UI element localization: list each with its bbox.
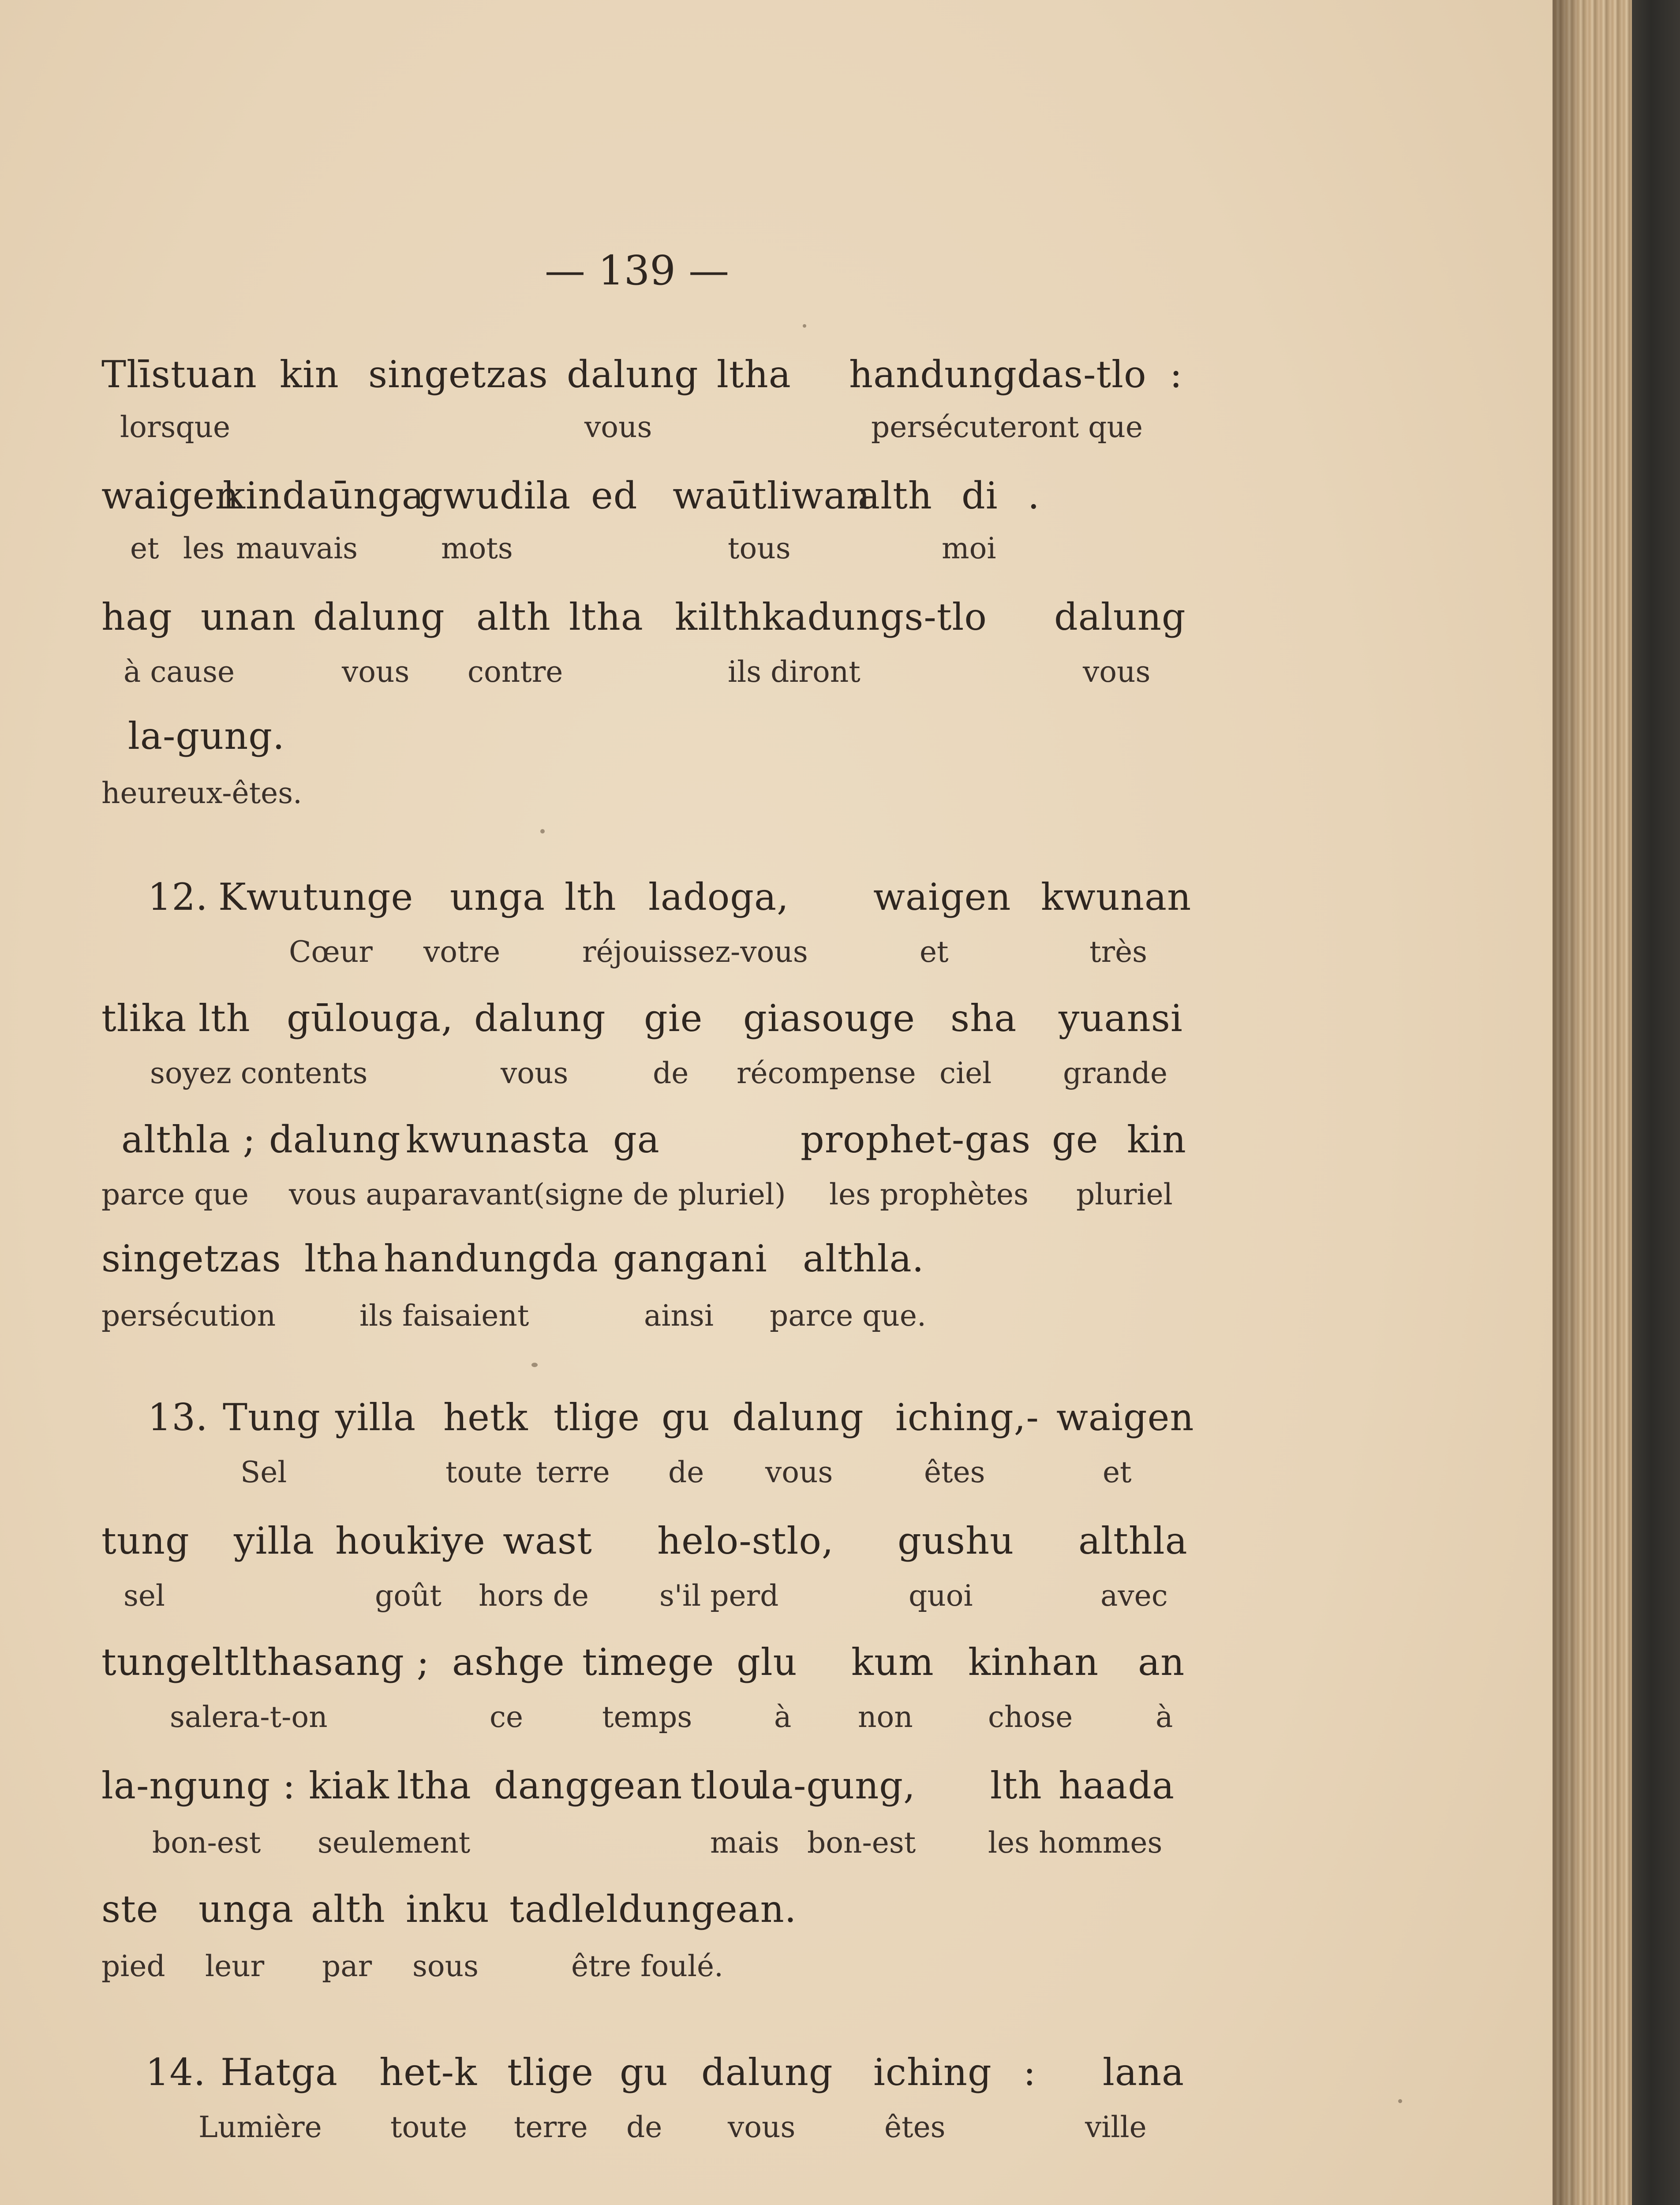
gloss-word: par — [322, 1949, 372, 1983]
haida-word: : — [1023, 2051, 1036, 2094]
gloss-word: ville — [1085, 2110, 1147, 2144]
haida-word: gūlouga, — [287, 997, 453, 1040]
page-number: — 139 — — [545, 247, 730, 294]
haida-word: waigen — [1056, 1396, 1194, 1439]
haida-word: waigen — [101, 474, 239, 517]
gloss-word: ce — [490, 1700, 524, 1734]
haida-word: althla ; — [121, 1118, 256, 1161]
haida-word: yuansi — [1059, 997, 1183, 1040]
gloss-word: récompense — [737, 1056, 916, 1090]
haida-word: kwunan — [1041, 875, 1192, 919]
haida-word: yilla — [335, 1396, 416, 1439]
gloss-word: vous — [501, 1056, 569, 1090]
haida-word: 13. — [148, 1396, 208, 1439]
haida-word: danggean — [494, 1764, 683, 1807]
gloss-word: êtes — [924, 1455, 985, 1489]
haida-word: ladoga, — [648, 875, 789, 919]
haida-word: tlige — [507, 2051, 594, 2094]
haida-word: ga — [613, 1118, 660, 1161]
gloss-word: votre — [423, 935, 501, 969]
haida-word: inku — [406, 1887, 490, 1931]
gloss-word: parce que. — [770, 1299, 926, 1333]
haida-word: prophet-gas — [801, 1118, 1031, 1161]
haida-word: yilla — [234, 1519, 315, 1562]
gloss-word: chose — [988, 1700, 1073, 1734]
haida-word: handungdas-tlo — [849, 353, 1147, 396]
haida-word: la-gung. — [128, 714, 285, 758]
gloss-word: non — [858, 1700, 913, 1734]
haida-word: waigen — [873, 875, 1011, 919]
haida-word: hag — [101, 595, 172, 639]
haida-word: la-ngung : — [101, 1764, 296, 1807]
haida-word: an — [1138, 1641, 1185, 1684]
haida-word: gu — [662, 1396, 710, 1439]
haida-word: helo-stlo, — [657, 1519, 834, 1562]
gloss-word: pluriel — [1076, 1177, 1173, 1211]
gloss-word: heureux-êtes. — [101, 776, 303, 810]
haida-word: handungda — [384, 1237, 599, 1280]
gloss-word: s'il perd — [659, 1579, 779, 1613]
haida-word: di — [962, 474, 998, 517]
gloss-word: bon-est — [152, 1826, 261, 1860]
haida-word: tlou — [690, 1764, 765, 1807]
haida-word: althla — [1078, 1519, 1188, 1562]
gloss-word: ils faisaient — [359, 1299, 529, 1333]
haida-word: dalung — [474, 997, 606, 1040]
haida-word: ltha — [569, 595, 644, 639]
gloss-word: à — [1156, 1700, 1173, 1734]
gloss-word: vous — [342, 655, 410, 689]
haida-word: dalung — [701, 2051, 833, 2094]
haida-word: lth — [198, 997, 251, 1040]
haida-word: timege — [582, 1641, 715, 1684]
haida-word: tadleldungean. — [509, 1887, 797, 1931]
haida-word: ltha — [304, 1237, 379, 1280]
haida-word: gushu — [898, 1519, 1014, 1562]
gloss-word: sel — [123, 1579, 165, 1613]
gloss-word: toute — [445, 1455, 523, 1489]
gloss-word: seulement — [318, 1826, 471, 1860]
haida-word: Tung — [223, 1396, 321, 1439]
gloss-word: à cause — [123, 655, 235, 689]
gloss-word: persécuteront que — [871, 410, 1143, 444]
gloss-word: goût — [375, 1579, 442, 1613]
gloss-word: terre — [514, 2110, 588, 2144]
gloss-word: moi — [942, 531, 996, 565]
haida-word: kin — [223, 474, 282, 517]
haida-word: unga — [450, 875, 546, 919]
haida-word: Hatga — [221, 2051, 338, 2094]
gloss-word: vous — [584, 410, 652, 444]
haida-word: ge — [1052, 1118, 1099, 1161]
book-cover-edge — [1632, 0, 1680, 2205]
haida-word: 14. — [146, 2051, 206, 2094]
gloss-word: grande — [1063, 1056, 1167, 1090]
haida-word: Tlīstuan — [101, 353, 257, 396]
gloss-word: et — [1103, 1455, 1132, 1489]
gloss-word: soyez contents — [150, 1056, 368, 1090]
haida-word: iching — [873, 2051, 992, 2094]
haida-word: dalung — [269, 1118, 401, 1161]
gloss-word: êtes — [884, 2110, 946, 2144]
gloss-word: lorsque — [120, 410, 231, 444]
gloss-word: quoi — [909, 1579, 973, 1613]
gloss-word: sous — [412, 1949, 479, 1983]
gloss-word: Lumière — [198, 2110, 322, 2144]
gloss-word: les hommes — [988, 1826, 1163, 1860]
haida-word: tlika — [101, 997, 187, 1040]
gloss-word: avec — [1100, 1579, 1168, 1613]
haida-word: alth — [311, 1887, 385, 1931]
haida-word: kiak — [309, 1764, 389, 1807]
haida-word: ashge — [452, 1641, 565, 1684]
haida-word: tlige — [554, 1396, 640, 1439]
haida-word: glu — [737, 1641, 797, 1684]
haida-word: . — [1028, 474, 1040, 517]
haida-word: lth — [990, 1764, 1042, 1807]
haida-word: lth — [565, 875, 617, 919]
haida-word: gu — [620, 2051, 668, 2094]
gloss-word: mots — [441, 531, 513, 565]
gloss-word: vous auparavant(signe de pluriel) — [289, 1177, 786, 1211]
haida-word: kilthkadungs-tlo — [675, 595, 987, 639]
haida-word: alth — [858, 474, 932, 517]
haida-word: kin — [280, 353, 339, 396]
haida-word: hetk — [443, 1396, 528, 1439]
gloss-word: à — [774, 1700, 792, 1734]
gloss-word: Sel — [240, 1455, 287, 1489]
gloss-word: les — [183, 531, 225, 565]
haida-word: sha — [950, 997, 1017, 1040]
gloss-word: toute — [390, 2110, 468, 2144]
haida-word: singetzas — [101, 1237, 281, 1280]
haida-word: Kwutunge — [218, 875, 414, 919]
haida-word: 12. — [148, 875, 208, 919]
gloss-word: Cœur — [289, 935, 373, 969]
haida-word: kinhan — [968, 1641, 1099, 1684]
haida-word: ste — [101, 1887, 159, 1931]
paper-speck — [531, 1363, 538, 1367]
gloss-word: de — [653, 1056, 689, 1090]
gloss-word: hors de — [479, 1579, 589, 1613]
haida-word: alth — [476, 595, 551, 639]
haida-word: giasouge — [743, 997, 915, 1040]
haida-word: dalung — [732, 1396, 864, 1439]
haida-word: tung — [101, 1519, 190, 1562]
gloss-word: bon-est — [807, 1826, 916, 1860]
haida-word: iching,- — [895, 1396, 1039, 1439]
gutter-shadow — [1553, 0, 1583, 2205]
haida-word: althla. — [803, 1237, 924, 1280]
haida-word: tungeltlthasang ; — [101, 1641, 430, 1684]
haida-word: gwudila — [419, 474, 571, 517]
haida-word: la-gung, — [759, 1764, 916, 1807]
gloss-word: les prophètes — [829, 1177, 1029, 1211]
gloss-word: tous — [728, 531, 791, 565]
gloss-word: temps — [602, 1700, 692, 1734]
gloss-word: et — [920, 935, 949, 969]
gloss-word: et — [130, 531, 159, 565]
haida-word: : — [1170, 353, 1183, 396]
gloss-word: réjouissez-vous — [582, 935, 808, 969]
haida-word: ltha — [717, 353, 791, 396]
haida-word: dalung — [313, 595, 445, 639]
gloss-word: vous — [765, 1455, 833, 1489]
gloss-word: très — [1089, 935, 1148, 969]
gloss-word: ils diront — [728, 655, 861, 689]
haida-word: waūtliwan — [673, 474, 871, 517]
gloss-word: leur — [205, 1949, 265, 1983]
gloss-word: de — [626, 2110, 662, 2144]
paper-speck — [1398, 2099, 1402, 2103]
gloss-word: contre — [468, 655, 563, 689]
haida-word: kin — [1127, 1118, 1186, 1161]
haida-word: dalung — [1054, 595, 1186, 639]
haida-word: het-k — [379, 2051, 477, 2094]
gloss-word: vous — [728, 2110, 796, 2144]
haida-word: kwunasta — [406, 1118, 590, 1161]
haida-word: wast — [503, 1519, 592, 1562]
haida-word: unga — [198, 1887, 294, 1931]
gloss-word: mauvais — [236, 531, 358, 565]
gloss-word: de — [668, 1455, 704, 1489]
gloss-word: terre — [536, 1455, 610, 1489]
haida-word: gie — [644, 997, 703, 1040]
haida-word: daūnga — [282, 474, 424, 517]
haida-word: gangani — [613, 1237, 767, 1280]
gloss-word: pied — [101, 1949, 165, 1983]
paper-speck — [540, 829, 545, 833]
gloss-word: être foulé. — [571, 1949, 723, 1983]
gloss-word: ciel — [939, 1056, 992, 1090]
haida-word: haada — [1059, 1764, 1175, 1807]
haida-word: dalung — [567, 353, 699, 396]
haida-word: houkiye — [335, 1519, 486, 1562]
gloss-word: ainsi — [644, 1299, 714, 1333]
haida-word: kum — [851, 1641, 934, 1684]
gloss-word: persécution — [101, 1299, 276, 1333]
gloss-word: vous — [1083, 655, 1151, 689]
haida-word: ltha — [397, 1764, 471, 1807]
haida-word: ed — [591, 474, 638, 517]
haida-word: unan — [201, 595, 296, 639]
haida-word: lana — [1103, 2051, 1185, 2094]
gloss-word: mais — [710, 1826, 779, 1860]
gloss-word: parce que — [101, 1177, 249, 1211]
paper-speck — [803, 324, 806, 328]
gloss-word: salera-t-on — [170, 1700, 328, 1734]
haida-word: singetzas — [368, 353, 548, 396]
